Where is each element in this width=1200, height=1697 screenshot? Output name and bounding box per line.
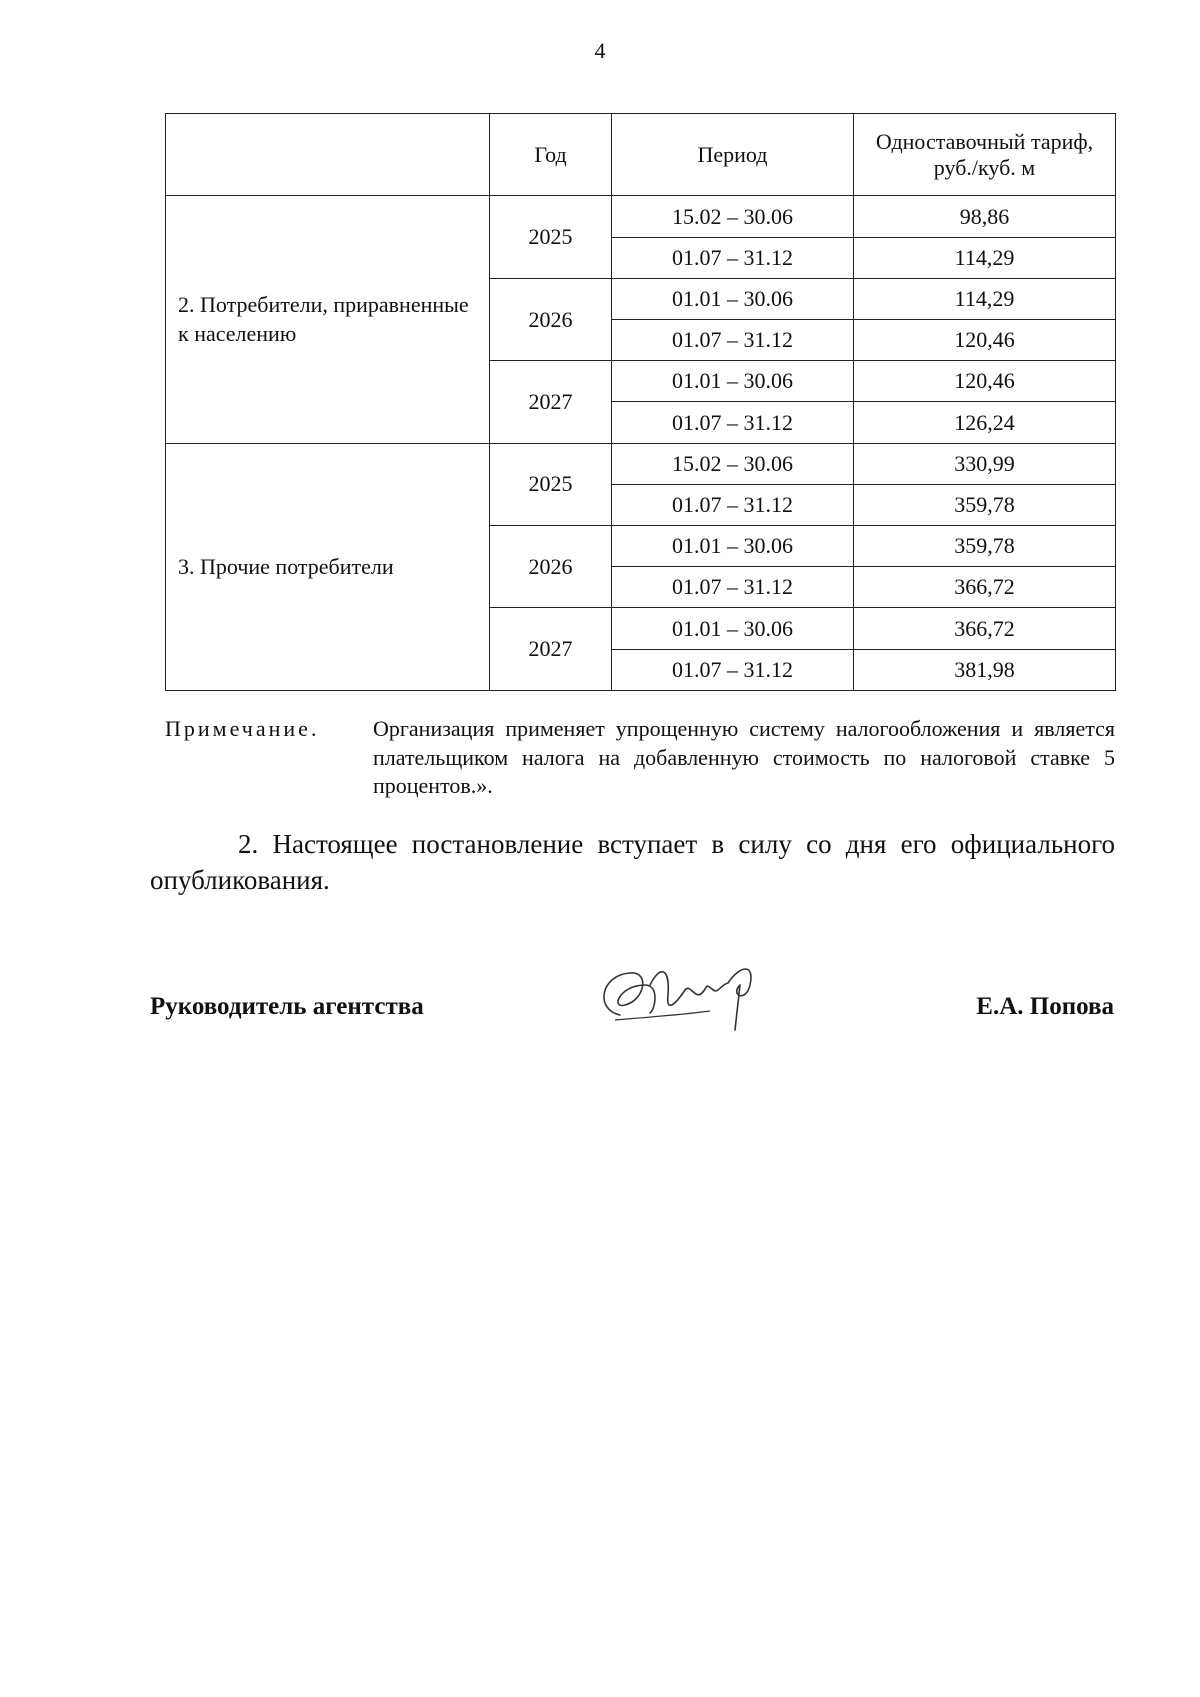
period-cell: 01.07 – 31.12: [612, 320, 854, 361]
year-cell: 2025: [490, 196, 612, 278]
year-cell: 2026: [490, 278, 612, 360]
period-cell: 01.07 – 31.12: [612, 484, 854, 525]
header-cell-empty: [166, 114, 490, 196]
signatory-name: Е.А. Попова: [976, 993, 1114, 1020]
tariff-cell: 120,46: [854, 361, 1116, 402]
table-row: [166, 443, 1116, 484]
period-cell: 01.01 – 30.06: [612, 361, 854, 402]
signatory-position: Руководитель агентства: [150, 993, 424, 1020]
period-cell: 01.01 – 30.06: [612, 278, 854, 319]
tariff-cell: 366,72: [854, 567, 1116, 608]
tariff-cell: 98,86: [854, 196, 1116, 237]
consumer-group-cell: 3. Прочие потребители: [166, 443, 490, 690]
tariff-cell: 120,46: [854, 320, 1116, 361]
year-cell: 2026: [490, 526, 612, 608]
period-cell: 15.02 – 30.06: [612, 443, 854, 484]
consumer-group-cell: 2. Потребители, приравненные к населению: [166, 196, 490, 443]
tariff-cell: 359,78: [854, 484, 1116, 525]
table-row: [166, 196, 1116, 237]
period-cell: 01.01 – 30.06: [612, 526, 854, 567]
handwritten-signature-icon: [590, 955, 770, 1035]
page-number: 4: [594, 38, 606, 63]
tariff-table: [165, 113, 1116, 691]
period-cell: 01.07 – 31.12: [612, 567, 854, 608]
period-cell: 01.07 – 31.12: [612, 237, 854, 278]
tariff-table-body: [166, 114, 1116, 691]
note-text: Организация применяет упрощенную систему налогообложения и является плательщиком налога на добавленную стоимость по налоговой ставке 5 процентов.».: [373, 716, 1115, 799]
tariff-cell: 114,29: [854, 278, 1116, 319]
tariff-cell: 366,72: [854, 608, 1116, 649]
period-cell: 01.01 – 30.06: [612, 608, 854, 649]
year-cell: 2027: [490, 361, 612, 443]
paragraph-effective-date: 2. Настоящее постановление вступает в силу со дня его официального опубликования.: [150, 829, 1115, 896]
table-header-row: [166, 114, 1116, 196]
tariff-cell: 126,24: [854, 402, 1116, 443]
header-cell-year: Год: [490, 114, 612, 196]
header-cell-period: Период: [612, 114, 854, 196]
tariff-cell: 381,98: [854, 649, 1116, 690]
year-cell: 2025: [490, 443, 612, 525]
tariff-cell: 114,29: [854, 237, 1116, 278]
tariff-cell: 359,78: [854, 526, 1116, 567]
year-cell: 2027: [490, 608, 612, 691]
period-cell: 15.02 – 30.06: [612, 196, 854, 237]
note-label: Примечание.: [165, 716, 320, 741]
tariff-cell: 330,99: [854, 443, 1116, 484]
header-cell-tariff: Одноставочный тариф, руб./куб. м: [854, 114, 1116, 196]
period-cell: 01.07 – 31.12: [612, 649, 854, 690]
note: [165, 715, 1115, 801]
period-cell: 01.07 – 31.12: [612, 402, 854, 443]
